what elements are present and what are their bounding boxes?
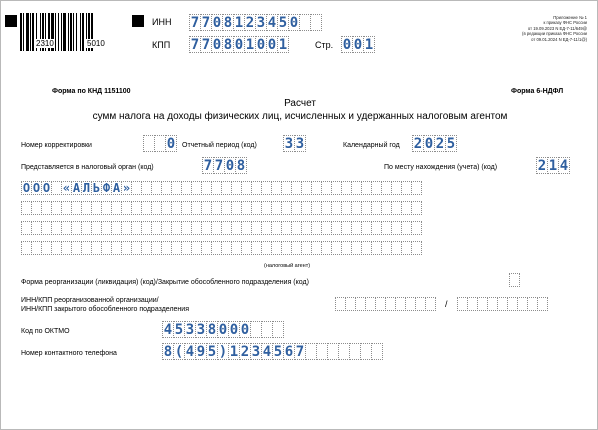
char-cell: 2 bbox=[240, 344, 250, 360]
char-cell: 9 bbox=[196, 344, 206, 360]
char-cell: А bbox=[112, 181, 121, 195]
char-cell: 7 bbox=[295, 344, 305, 360]
agent-name-row-4[interactable] bbox=[21, 241, 421, 255]
char-cell: А bbox=[72, 181, 81, 195]
char-cell bbox=[537, 297, 548, 311]
char-cell: 3 bbox=[284, 136, 294, 152]
reorg-label: Форма реорганизации (ликвидация) (код)/Закрытие обособленного подразделения (код) bbox=[21, 279, 309, 286]
char-cell: 1 bbox=[364, 37, 374, 53]
char-cell: 7 bbox=[201, 15, 211, 31]
agent-name-row-2[interactable] bbox=[21, 201, 421, 215]
year-cells[interactable] bbox=[412, 135, 456, 152]
corner-marker-right bbox=[132, 15, 144, 27]
char-cell: Л bbox=[82, 181, 91, 195]
char-cell: 4 bbox=[163, 322, 173, 338]
char-cell: 5 bbox=[278, 15, 288, 31]
char-cell: ) bbox=[218, 344, 228, 360]
char-cell: 5 bbox=[207, 344, 217, 360]
form-subtitle: сумм налога на доходы физических лиц, исчисленных и удержанных налоговым агентом bbox=[92, 111, 508, 122]
char-cell: 0 bbox=[212, 15, 222, 31]
char-cell: 5 bbox=[446, 136, 456, 152]
char-cell: 7 bbox=[190, 37, 200, 53]
char-cell: 0 bbox=[212, 37, 222, 53]
char-cell: 0 bbox=[289, 15, 299, 31]
page-label: Стр. bbox=[315, 40, 334, 50]
char-cell: » bbox=[122, 181, 131, 195]
location-cells[interactable] bbox=[536, 157, 569, 174]
char-cell: 3 bbox=[196, 322, 206, 338]
char-cell: 7 bbox=[214, 158, 224, 174]
oktmo-cells[interactable] bbox=[162, 321, 283, 338]
char-cell: 8 bbox=[163, 344, 173, 360]
char-cell: 1 bbox=[229, 344, 239, 360]
period-label: Отчетный период (код) bbox=[182, 142, 257, 149]
tax-authority-cells[interactable] bbox=[202, 157, 246, 174]
phone-cells[interactable] bbox=[162, 343, 382, 360]
period-cells[interactable] bbox=[283, 135, 305, 152]
location-label: По месту нахождения (учета) (код) bbox=[384, 164, 498, 171]
page-number-cells[interactable] bbox=[341, 36, 374, 53]
char-cell: 1 bbox=[548, 158, 558, 174]
char-cell bbox=[272, 321, 284, 338]
form-title: Расчет bbox=[284, 98, 316, 109]
order-note: Приложение № 1 к приказу ФНС России от 19.09.2023 N ЕД-7-11/649@ (в редакции приказа ФНС России от 09.01.2024 N ЕД-7-11/1@) bbox=[522, 15, 587, 42]
char-cell: 4 bbox=[262, 344, 272, 360]
inn-cells[interactable] bbox=[189, 14, 321, 31]
char-cell: 2 bbox=[435, 136, 445, 152]
phone-label: Номер контактного телефона bbox=[21, 350, 117, 357]
char-cell bbox=[411, 241, 422, 255]
char-cell: О bbox=[42, 181, 51, 195]
char-cell: 0 bbox=[234, 37, 244, 53]
slash: / bbox=[445, 299, 448, 309]
char-cell: 8 bbox=[223, 15, 233, 31]
char-cell: 3 bbox=[251, 344, 261, 360]
char-cell bbox=[411, 221, 422, 235]
char-cell: 4 bbox=[185, 344, 195, 360]
correction-label: Номер корректировки bbox=[21, 142, 92, 149]
reorg-innkpp-label-2: ИНН/КПП закрытого обособленного подразделения bbox=[21, 306, 189, 313]
char-cell: 4 bbox=[559, 158, 569, 174]
reorg-innkpp-label-1: ИНН/КПП реорганизованной организации/ bbox=[21, 297, 159, 304]
char-cell: 5 bbox=[273, 344, 283, 360]
char-cell: 7 bbox=[203, 158, 213, 174]
char-cell: 6 bbox=[284, 344, 294, 360]
kpp-cells[interactable] bbox=[189, 36, 288, 53]
reorg-code-cells[interactable] bbox=[509, 273, 519, 287]
char-cell: О bbox=[22, 181, 31, 195]
agent-name-row-1[interactable] bbox=[21, 181, 421, 195]
barcode-digits-left: 2310 bbox=[36, 39, 54, 48]
char-cell: 0 bbox=[256, 37, 266, 53]
char-cell: 0 bbox=[240, 322, 250, 338]
corner-marker-left bbox=[5, 15, 17, 27]
char-cell: 8 bbox=[236, 158, 246, 174]
char-cell: 0 bbox=[225, 158, 235, 174]
agent-name-row-3[interactable] bbox=[21, 221, 421, 235]
char-cell: 8 bbox=[207, 322, 217, 338]
char-cell bbox=[509, 273, 520, 287]
char-cell: 0 bbox=[342, 37, 352, 53]
char-cell bbox=[371, 343, 383, 360]
tax-authority-label: Представляется в налоговый орган (код) bbox=[21, 164, 154, 171]
char-cell: 1 bbox=[245, 37, 255, 53]
char-cell bbox=[411, 181, 422, 195]
inn-label: ИНН bbox=[152, 17, 172, 27]
char-cell: 0 bbox=[267, 37, 277, 53]
char-cell: 0 bbox=[218, 322, 228, 338]
char-cell: 7 bbox=[201, 37, 211, 53]
char-cell: Ь bbox=[92, 181, 101, 195]
knd-code: Форма по КНД 1151100 bbox=[52, 88, 131, 95]
reorg-kpp-cells[interactable] bbox=[457, 297, 547, 311]
year-label: Календарный год bbox=[343, 142, 400, 149]
agent-caption: (налоговый агент) bbox=[264, 263, 311, 269]
form-code: Форма 6-НДФЛ bbox=[511, 88, 564, 95]
oktmo-label: Код по ОКТМО bbox=[21, 328, 70, 335]
char-cell bbox=[425, 297, 436, 311]
char-cell bbox=[411, 201, 422, 215]
char-cell: « bbox=[62, 181, 71, 195]
char-cell bbox=[310, 14, 322, 31]
reorg-inn-cells[interactable] bbox=[335, 297, 435, 311]
char-cell: 7 bbox=[190, 15, 200, 31]
correction-cells[interactable] bbox=[143, 135, 176, 152]
char-cell: 3 bbox=[185, 322, 195, 338]
char-cell: 5 bbox=[174, 322, 184, 338]
char-cell: 0 bbox=[424, 136, 434, 152]
char-cell: ( bbox=[174, 344, 184, 360]
char-cell: 2 bbox=[245, 15, 255, 31]
char-cell: Ф bbox=[102, 181, 111, 195]
barcode-digits-right: 5010 bbox=[87, 39, 105, 48]
char-cell: 8 bbox=[223, 37, 233, 53]
char-cell: 1 bbox=[234, 15, 244, 31]
char-cell: 3 bbox=[256, 15, 266, 31]
char-cell: 1 bbox=[278, 37, 288, 53]
char-cell: 4 bbox=[267, 15, 277, 31]
char-cell: О bbox=[32, 181, 41, 195]
char-cell: 0 bbox=[353, 37, 363, 53]
char-cell: 3 bbox=[295, 136, 305, 152]
char-cell: 2 bbox=[537, 158, 547, 174]
barcode bbox=[18, 13, 124, 58]
char-cell: 0 bbox=[166, 136, 176, 152]
char-cell: 0 bbox=[229, 322, 239, 338]
kpp-label: КПП bbox=[152, 40, 171, 50]
char-cell: 2 bbox=[413, 136, 423, 152]
